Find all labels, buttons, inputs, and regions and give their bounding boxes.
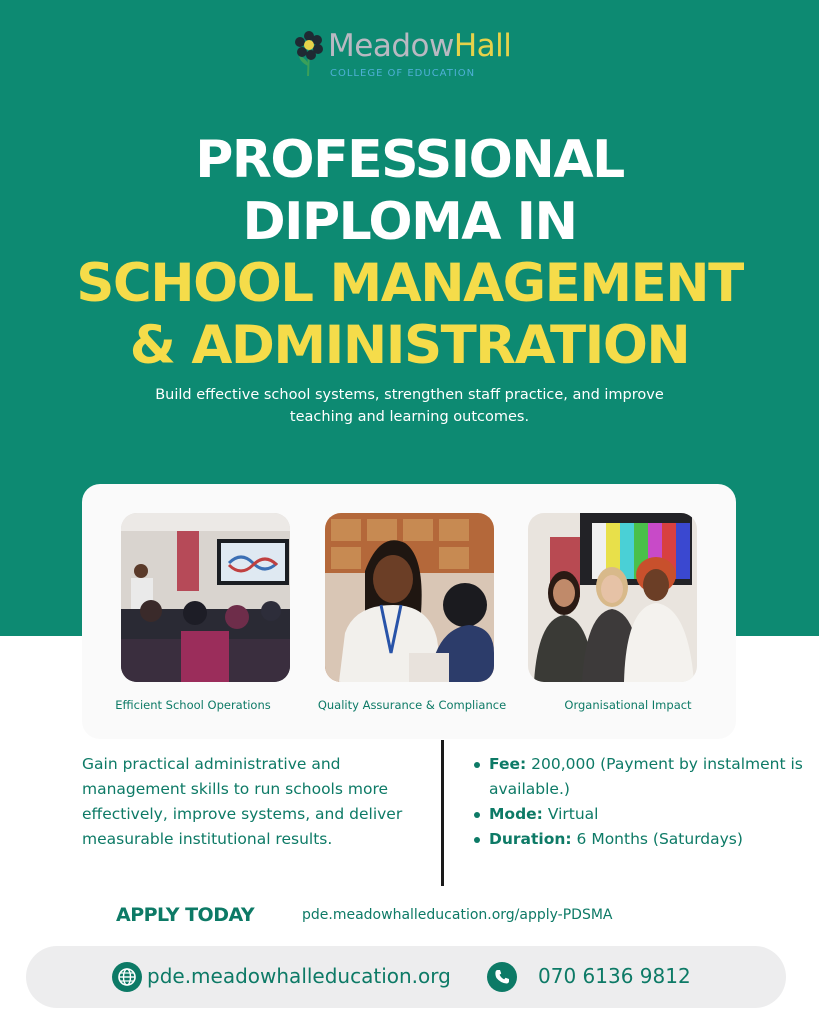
website-link[interactable]: pde.meadowhalleducation.org bbox=[147, 964, 451, 988]
subheadline-line-1: Build effective school systems, strengthen staff practice, and improve bbox=[155, 387, 664, 403]
duration-label: Duration: bbox=[489, 830, 572, 848]
logo-subtitle: COLLEGE OF EDUCATION bbox=[330, 68, 476, 79]
program-description: Gain practical administrative and management skills to run schools more effectively, improve systems, and deliver measurable institutional results. bbox=[82, 755, 403, 848]
mode-label: Mode: bbox=[489, 805, 543, 823]
subheadline-line-2: teaching and learning outcomes. bbox=[289, 409, 530, 425]
mode-item bbox=[471, 802, 811, 827]
logo-wordmark: MeadowHall bbox=[328, 28, 512, 64]
features-card bbox=[82, 484, 736, 739]
photo-training-session bbox=[121, 513, 290, 682]
flower-icon bbox=[294, 30, 324, 78]
photo-participants-discussion bbox=[325, 513, 494, 682]
phone-icon bbox=[487, 962, 517, 992]
fee-label: Fee: bbox=[489, 755, 527, 773]
photo-staff-group bbox=[528, 513, 697, 682]
apply-today-heading: APPLY TODAY bbox=[116, 904, 255, 926]
feature-caption: Efficient School Operations bbox=[115, 698, 271, 712]
feature-caption: Organisational Impact bbox=[564, 698, 692, 712]
duration-value: 6 Months (Saturdays) bbox=[571, 830, 743, 848]
headline-line-1: PROFESSIONAL bbox=[195, 130, 624, 190]
fee-item bbox=[471, 752, 811, 802]
headline-line-4: & ADMINISTRATION bbox=[129, 315, 690, 376]
headline-line-2: DIPLOMA IN bbox=[242, 192, 577, 252]
headline-line-3: SCHOOL MANAGEMENT bbox=[76, 253, 743, 314]
apply-link[interactable]: pde.meadowhalleducation.org/apply-PDSMA bbox=[302, 907, 613, 923]
contact-bar bbox=[26, 946, 786, 1008]
duration-item bbox=[471, 827, 811, 852]
phone-number[interactable]: 070 6136 9812 bbox=[538, 964, 691, 988]
program-facts-list bbox=[471, 752, 811, 852]
college-logo[interactable] bbox=[294, 30, 534, 80]
vertical-divider bbox=[441, 740, 444, 886]
globe-icon bbox=[112, 962, 142, 992]
mode-value: Virtual bbox=[542, 805, 599, 823]
feature-caption: Quality Assurance & Compliance bbox=[317, 698, 507, 712]
fee-value: 200,000 (Payment by instalment is available.) bbox=[489, 755, 803, 798]
